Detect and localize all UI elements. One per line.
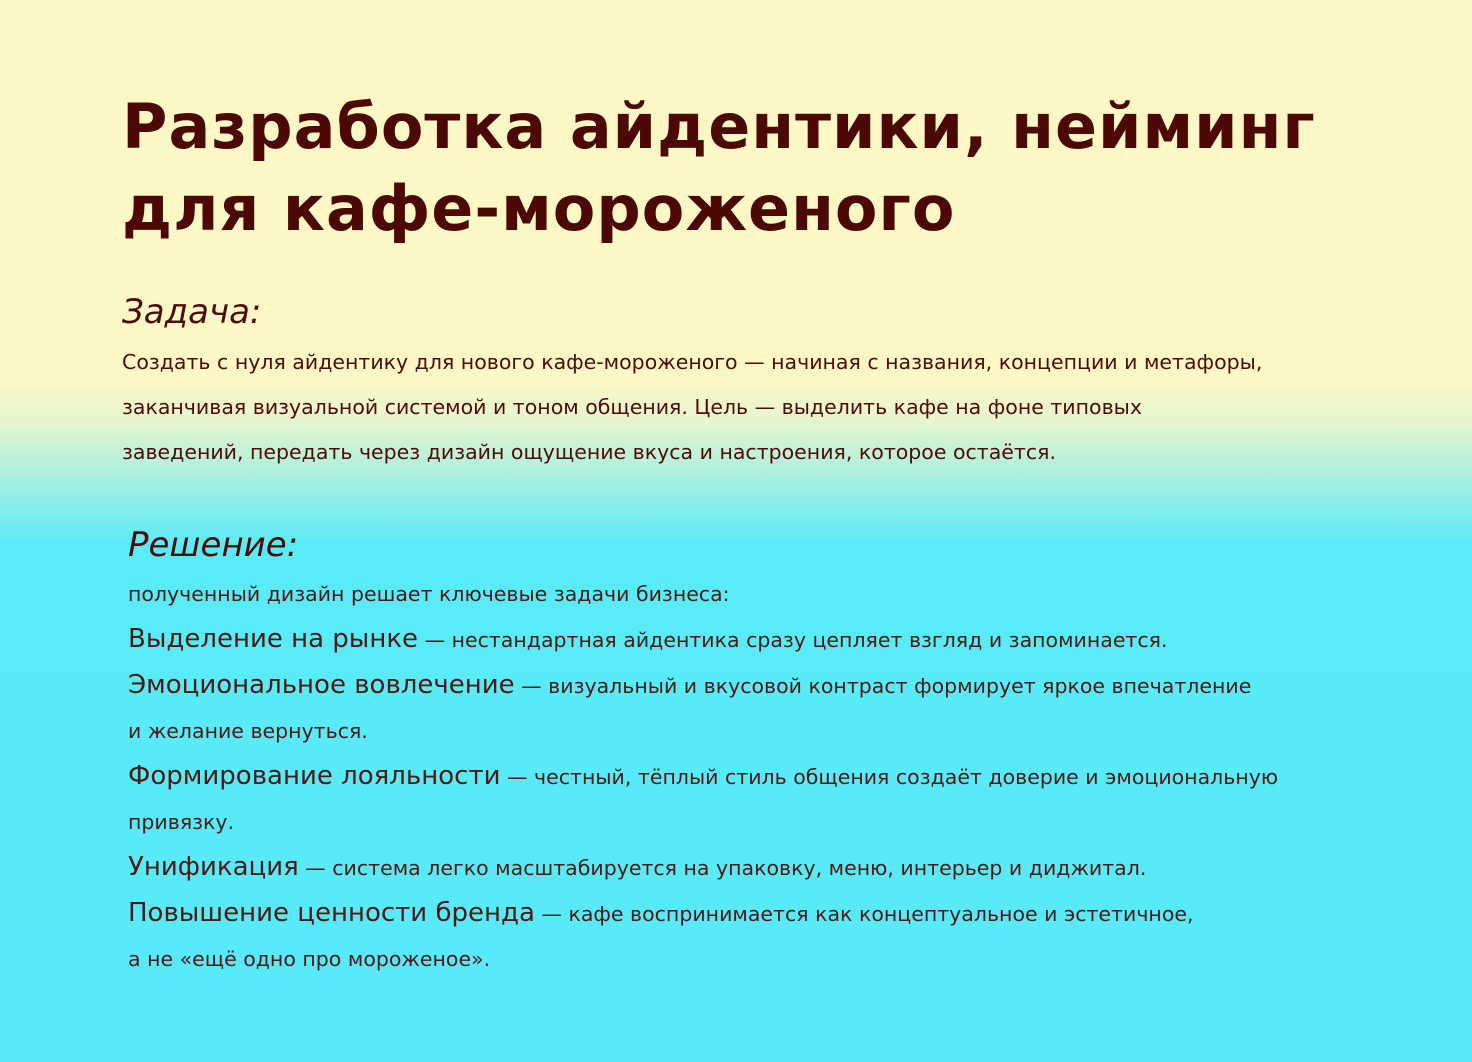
solution-item-text: — система легко масштабируется на упаковку, меню, интерьер и диджитал. bbox=[298, 856, 1147, 880]
solution-item bbox=[128, 891, 1418, 937]
solution-item bbox=[128, 754, 1418, 800]
solution-heading: Решение: bbox=[128, 525, 299, 565]
solution-item-continuation: а не «ещё одно про мороженое». bbox=[128, 947, 491, 971]
title-line-2: для кафе-мороженого bbox=[122, 172, 956, 245]
task-line: заведений, передать через дизайн ощущение вкуса и настроения, которое остаётся. bbox=[122, 440, 1056, 464]
task-heading: Задача: bbox=[122, 292, 262, 332]
solution-item-term: Выделение на рынке bbox=[128, 624, 419, 654]
title-line-1: Разработка айдентики, нейминг bbox=[122, 90, 1316, 163]
solution-item-text: — честный, тёплый стиль общения создаёт доверие и эмоциональную bbox=[500, 765, 1279, 789]
solution-item bbox=[128, 663, 1418, 709]
page-title bbox=[122, 86, 1382, 250]
solution-item bbox=[128, 845, 1418, 891]
solution-item-text: — визуальный и вкусовой контраст формирует яркое впечатление bbox=[514, 674, 1252, 698]
solution-item-term: Эмоциональное вовлечение bbox=[128, 670, 515, 700]
solution-item-term: Формирование лояльности bbox=[128, 761, 501, 791]
solution-intro: полученный дизайн решает ключевые задачи бизнеса: bbox=[128, 582, 730, 606]
solution-description bbox=[128, 572, 1418, 982]
solution-item-term: Повышение ценности бренда bbox=[128, 898, 535, 928]
solution-item-continuation: привязку. bbox=[128, 810, 235, 834]
task-line: заканчивая визуальной системой и тоном общения. Цель — выделить кафе на фоне типовых bbox=[122, 395, 1142, 419]
solution-item-text: — кафе воспринимается как концептуальное и эстетичное, bbox=[534, 902, 1194, 926]
solution-item-term: Унификация bbox=[128, 852, 299, 882]
solution-item-continuation: и желание вернуться. bbox=[128, 719, 368, 743]
solution-item-text: — нестандартная айдентика сразу цепляет взгляд и запоминается. bbox=[418, 628, 1168, 652]
task-description bbox=[122, 340, 1382, 475]
task-line: Создать с нуля айдентику для нового кафе-мороженого — начиная с названия, концепции и метафоры, bbox=[122, 350, 1263, 374]
solution-item bbox=[128, 617, 1418, 663]
